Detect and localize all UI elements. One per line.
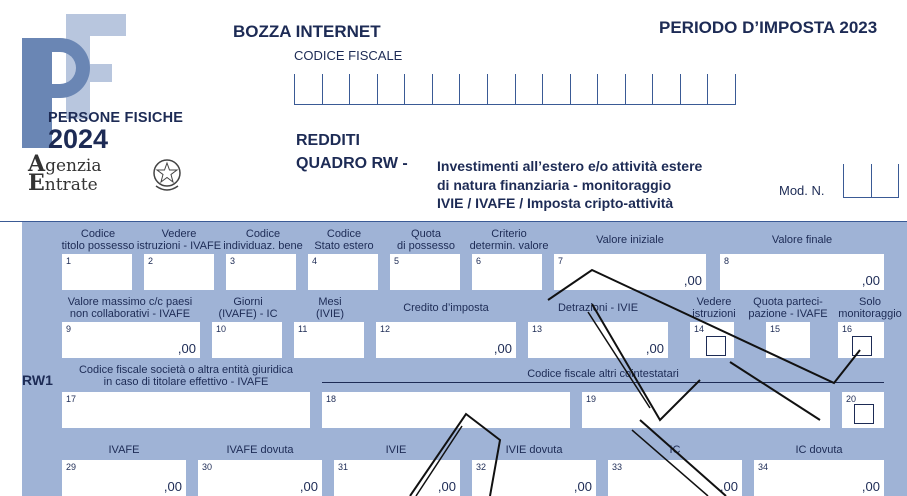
label-detrazioni: Detrazioni - IVIE (557, 302, 639, 314)
label-quota-possesso: Quota di possesso (396, 228, 456, 252)
label-codice-fiscale-societa: Codice fiscale società o altra entità giuridica in caso di titolare effettivo - IVAFE (78, 364, 293, 388)
field-8-valore-finale[interactable]: 8 ,00 (720, 254, 884, 290)
quadro-desc-3: IVIE / IVAFE / Imposta cripto-attività (437, 195, 674, 211)
logo-persone-fisiche: PERSONE FISICHE (48, 110, 184, 126)
cointestatari-line (322, 382, 884, 383)
field-17[interactable]: 17 (62, 392, 310, 428)
draft-label: BOZZA INTERNET (233, 22, 381, 41)
label-ivie-dovuta: IVIE dovuta (505, 444, 563, 456)
field-7-valore-iniziale[interactable]: 7 ,00 (554, 254, 706, 290)
label-valore-iniziale: Valore iniziale (596, 234, 664, 246)
agency-e: E (28, 170, 45, 196)
quadro-title: QUADRO RW - (296, 155, 408, 172)
label-giorni: Giorni (IVAFE) - IC (218, 296, 278, 320)
codice-fiscale-input[interactable] (294, 74, 736, 105)
label-vedere-istruzioni: Vedere istruzioni (692, 296, 736, 320)
field-5[interactable]: 5 (390, 254, 460, 290)
field-13[interactable]: 13 ,00 (528, 322, 668, 358)
field-2[interactable]: 2 (144, 254, 214, 290)
agency-word-1: genzia (45, 156, 102, 176)
field-12[interactable]: 12 ,00 (376, 322, 516, 358)
mod-n-input[interactable] (843, 164, 899, 198)
field-19[interactable]: 19 (582, 392, 830, 428)
checkbox-14[interactable] (706, 336, 726, 356)
label-credito-imposta: Credito d’imposta (403, 302, 489, 314)
field-15[interactable]: 15 (766, 322, 810, 358)
quadro-desc-2: di natura finanziaria - monitoraggio (437, 177, 672, 193)
checkbox-20[interactable] (854, 404, 874, 424)
label-cointestatari: Codice fiscale altri cointestatari (527, 368, 679, 380)
field-30[interactable]: 30 ,00 (198, 460, 322, 496)
mod-n-label: Mod. N. (779, 183, 825, 198)
label-ivie: IVIE (385, 444, 407, 456)
section-title: REDDITI (296, 132, 360, 149)
codice-fiscale-label: CODICE FISCALE (294, 48, 403, 63)
quadro-desc-1: Investimenti all’estero e/o attività estere (437, 158, 703, 174)
field-1[interactable]: 1 (62, 254, 132, 290)
field-3[interactable]: 3 (226, 254, 296, 290)
field-18[interactable]: 18 (322, 392, 570, 428)
label-valore-massimo: Valore massimo c/c paesi non collaborativi - IVAFE (67, 296, 193, 320)
agency-word-2: ntrate (44, 175, 98, 195)
row-label-rw1: RW1 (22, 372, 53, 388)
field-32[interactable]: 32 ,00 (472, 460, 596, 496)
agency-a: A (28, 151, 46, 177)
label-codice-bene: Codice individuaz. bene (223, 228, 303, 252)
label-vedere-istruzioni-ivafe: Vedere istruzioni - IVAFE (136, 228, 222, 252)
field-9[interactable]: 9 ,00 (62, 322, 200, 358)
field-31[interactable]: 31 ,00 (334, 460, 460, 496)
label-criterio: Criterio determin. valore (469, 228, 549, 252)
label-codice-stato: Codice Stato estero (314, 228, 374, 252)
label-codice-titolo: Codice titolo possesso (61, 228, 135, 252)
field-11[interactable]: 11 (294, 322, 364, 358)
republic-emblem-icon (150, 156, 184, 194)
label-valore-finale: Valore finale (771, 234, 833, 246)
logo-year: 2024 (48, 124, 109, 154)
field-6[interactable]: 6 (472, 254, 542, 290)
field-29[interactable]: 29 ,00 (62, 460, 186, 496)
label-mesi: Mesi (IVIE) (315, 296, 345, 320)
tax-period: PERIODO D’IMPOSTA 2023 (659, 18, 878, 37)
label-ivafe: IVAFE (108, 444, 140, 456)
field-20[interactable]: 20 (842, 392, 884, 428)
label-quota-partecipazione: Quota parteci- pazione - IVAFE (748, 296, 828, 320)
field-10[interactable]: 10 (212, 322, 282, 358)
field-34[interactable]: 34 ,00 (754, 460, 884, 496)
field-14[interactable]: 14 (690, 322, 734, 358)
label-ivafe-dovuta: IVAFE dovuta (226, 444, 294, 456)
label-solo-monitoraggio: Solo monitoraggio (838, 296, 902, 320)
label-ic-dovuta: IC dovuta (795, 444, 843, 456)
field-4[interactable]: 4 (308, 254, 378, 290)
field-33[interactable]: 33 ,00 (608, 460, 742, 496)
field-16[interactable]: 16 (838, 322, 884, 358)
checkbox-16[interactable] (852, 336, 872, 356)
agenzia-entrate-logo (28, 151, 102, 196)
logo-f-top (66, 14, 126, 36)
label-ic: IC (669, 444, 681, 456)
